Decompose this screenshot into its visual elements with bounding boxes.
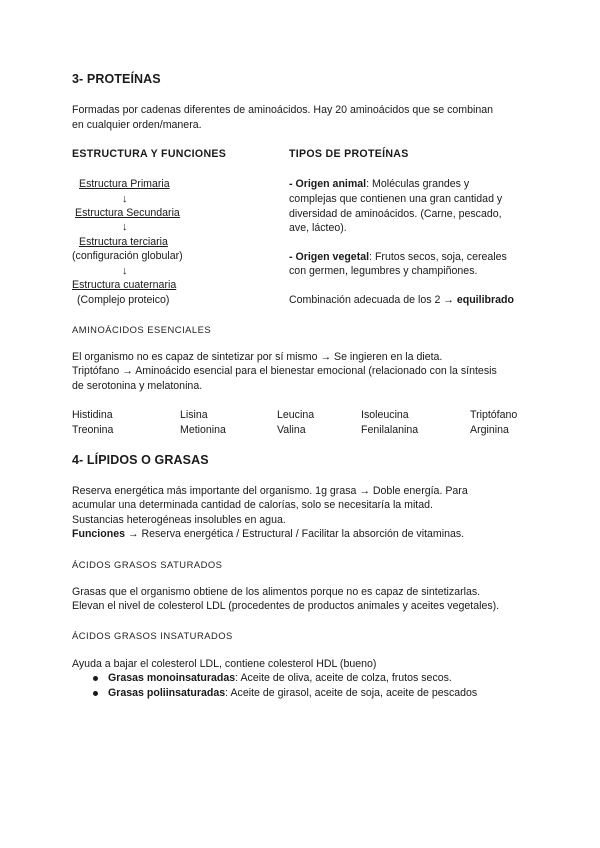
- down-arrow-icon: ↓: [122, 193, 128, 205]
- combinacion-line: [289, 293, 514, 308]
- combinacion-text: Combinación adecuada de los 2 →: [289, 294, 457, 306]
- origen-animal-label: - Origen animal: [289, 178, 367, 190]
- aminoacido-item: Histidina: [72, 409, 113, 421]
- estructura-secundaria: Estructura Secundaria: [75, 207, 180, 219]
- origen-animal-text: : Moléculas grandes y: [366, 178, 470, 190]
- down-arrow-icon: ↓: [122, 221, 128, 233]
- aminoacido-item: Treonina: [72, 424, 114, 436]
- origen-vegetal-label: - Origen vegetal: [289, 251, 370, 263]
- estructura-cuaternaria: Estructura cuaternaria: [72, 279, 177, 291]
- grasa-label: Grasas monoinsaturadas: [108, 672, 236, 684]
- aminoacido-item: Metionina: [180, 424, 226, 436]
- list-item: [90, 671, 477, 686]
- aminoacidos-line: de serotonina y melatonina.: [72, 380, 203, 392]
- estructura-primaria: Estructura Primaria: [79, 178, 170, 190]
- insaturados-heading: ÁCIDOS GRASOS INSATURADOS: [72, 630, 233, 641]
- origen-animal-line: diversidad de aminoácidos. (Carne, pescado,: [289, 208, 502, 220]
- grasa-label: Grasas poliinsaturadas: [108, 687, 226, 699]
- down-arrow-icon: ↓: [122, 265, 128, 277]
- combinacion-bold: equilibrado: [456, 294, 514, 306]
- section-title-lipidos: 4- LÍPIDOS O GRASAS: [72, 453, 209, 467]
- origen-vegetal-line: con germen, legumbres y champiñones.: [289, 265, 478, 277]
- saturados-line: Elevan el nivel de colesterol LDL (procedentes de productos animales y aceites vegetales).: [72, 600, 500, 612]
- grasa-text: : Aceite de oliva, aceite de colza, frutos secos.: [235, 672, 452, 684]
- saturados-heading: ÁCIDOS GRASOS SATURADOS: [72, 559, 223, 570]
- proteinas-intro-line: Formadas por cadenas diferentes de aminoácidos. Hay 20 aminoácidos que se combinan: [72, 104, 494, 116]
- estructura-terciaria: Estructura terciaria: [79, 236, 168, 248]
- origen-animal-line: [289, 177, 469, 192]
- aminoacido-item: Fenilalanina: [361, 424, 419, 436]
- estructura-terciaria-note: (configuración globular): [72, 250, 183, 262]
- tipos-heading: TIPOS DE PROTEÍNAS: [289, 148, 409, 160]
- aminoacido-item: Triptófano: [470, 409, 518, 421]
- aminoacido-item: Valina: [277, 424, 306, 436]
- estructura-heading: ESTRUCTURA Y FUNCIONES: [72, 148, 227, 160]
- aminoacido-item: Arginina: [470, 424, 509, 436]
- aminoacidos-line: Triptófano → Aminoácido esencial para el bienestar emocional (relacionado con la síntesis: [72, 365, 497, 377]
- aminoacido-item: Lisina: [180, 409, 208, 421]
- aminoacido-item: Leucina: [277, 409, 315, 421]
- funciones-line: [72, 527, 464, 542]
- grasa-text: : Aceite de girasol, aceite de soja, aceite de pescados: [225, 687, 478, 699]
- aminoacidos-line: El organismo no es capaz de sintetizar por sí mismo → Se ingieren en la dieta.: [72, 351, 443, 363]
- funciones-text: → Reserva energética / Estructural / Facilitar la absorción de vitaminas.: [124, 528, 465, 540]
- lipidos-line: Reserva energética más importante del organismo. 1g grasa → Doble energía. Para: [72, 485, 468, 497]
- proteinas-intro-line: en cualquier orden/manera.: [72, 119, 202, 131]
- origen-animal-line: ave, lácteo).: [289, 222, 347, 234]
- aminoacido-item: Isoleucina: [361, 409, 409, 421]
- lipidos-line: Sustancias heterogéneas insolubles en agua.: [72, 514, 286, 526]
- aminoacidos-heading: AMINOÁCIDOS ESENCIALES: [72, 324, 212, 335]
- origen-vegetal-text: : Frutos secos, soja, cereales: [369, 251, 507, 263]
- section-title-proteinas: 3- PROTEÍNAS: [72, 72, 161, 86]
- origen-animal-line: complejas que contienen una gran cantidad y: [289, 193, 503, 205]
- lipidos-line: acumular una determinada cantidad de calorías, solo se necesitaría la mitad.: [72, 499, 433, 511]
- origen-vegetal-line: [289, 250, 507, 265]
- saturados-line: Grasas que el organismo obtiene de los alimentos porque no es capaz de sintetizarlas.: [72, 586, 481, 598]
- list-item: [90, 686, 477, 701]
- estructura-cuaternaria-note: (Complejo proteico): [77, 294, 170, 306]
- insaturados-intro: Ayuda a bajar el colesterol LDL, contiene colesterol HDL (bueno): [72, 658, 377, 670]
- funciones-label: Funciones: [72, 528, 125, 540]
- insaturados-list: [90, 671, 477, 701]
